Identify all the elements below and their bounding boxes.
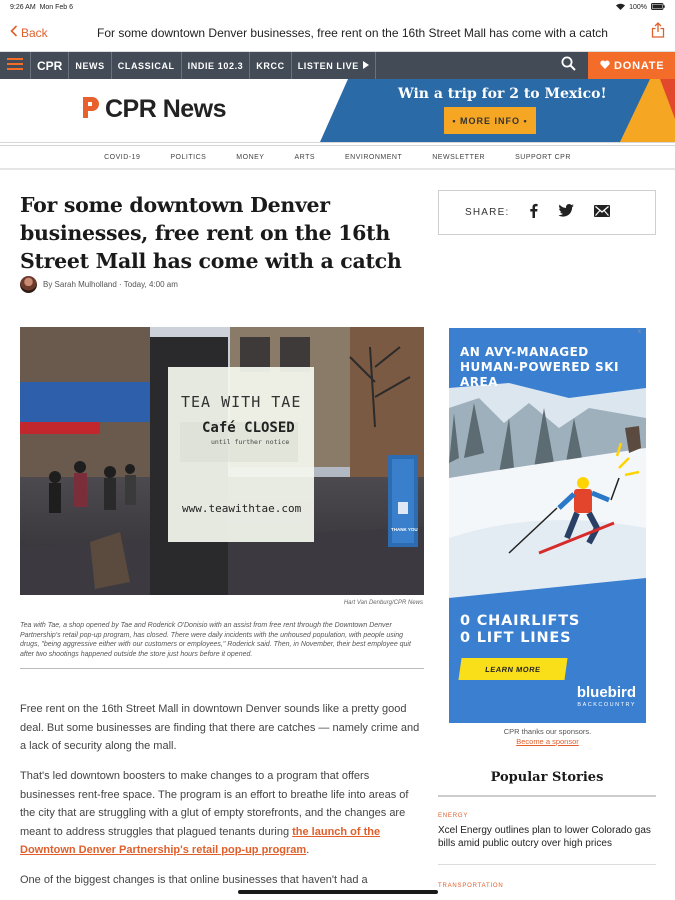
status-right bbox=[616, 3, 665, 12]
section-politics[interactable]: POLITICS bbox=[170, 153, 207, 161]
sign-side-text: THANK YOU bbox=[391, 527, 418, 532]
play-icon bbox=[363, 61, 369, 71]
status-battery: 100% bbox=[629, 3, 647, 11]
chevron-left-icon bbox=[10, 25, 18, 40]
promo-more-info-button[interactable]: • MORE INFO • bbox=[444, 107, 536, 134]
nav-indie[interactable]: INDIE 102.3 bbox=[181, 52, 250, 79]
sign-text-1: TEA WITH TAE bbox=[181, 393, 302, 411]
brand-bar bbox=[0, 79, 675, 143]
become-sponsor-link[interactable]: Become a sponsor bbox=[516, 737, 579, 746]
pop-up-program-link[interactable]: the launch of the Downtown Denver Partnership's retail pop-up program bbox=[20, 825, 381, 856]
nav-listen-live[interactable] bbox=[291, 52, 376, 79]
nav-krcc[interactable]: KRCC bbox=[249, 52, 290, 79]
ad-headline: AN AVY-MANAGED HUMAN-POWERED SKI AREA bbox=[460, 345, 619, 389]
story-kicker[interactable]: TRANSPORTATION bbox=[438, 883, 504, 889]
search-icon bbox=[561, 56, 576, 76]
home-indicator[interactable] bbox=[238, 890, 438, 894]
sign-text-2: Café CLOSED bbox=[202, 420, 295, 436]
share-button[interactable] bbox=[635, 22, 665, 43]
section-money[interactable]: MONEY bbox=[236, 153, 265, 161]
ad-close-icon[interactable]: x bbox=[638, 329, 641, 335]
ad-brand-sub: BACKCOUNTRY bbox=[577, 702, 636, 708]
email-icon[interactable] bbox=[594, 204, 610, 222]
cpr-news-wordmark: CPR News bbox=[105, 95, 227, 123]
search-button[interactable] bbox=[548, 52, 588, 79]
battery-icon bbox=[651, 3, 665, 12]
ad-brand-logo bbox=[577, 686, 636, 712]
article-paragraph-2 bbox=[20, 767, 424, 860]
ad-brand-name: bluebird bbox=[576, 684, 636, 701]
navbar-title: For some downtown Denver businesses, free rent on the 16th Street Mall has come with a catch bbox=[97, 25, 608, 40]
ad-line-2: 0 LIFT LINES bbox=[460, 630, 572, 646]
section-environment[interactable]: ENVIRONMENT bbox=[345, 153, 403, 161]
status-bar bbox=[0, 0, 675, 14]
sidebar-ad[interactable] bbox=[449, 328, 646, 723]
story-divider bbox=[438, 864, 656, 865]
facebook-icon[interactable] bbox=[529, 203, 538, 223]
author-avatar bbox=[20, 276, 37, 293]
menu-button[interactable] bbox=[0, 52, 30, 79]
back-button[interactable] bbox=[10, 25, 70, 40]
article-photo[interactable] bbox=[20, 327, 424, 595]
promo-banner[interactable] bbox=[320, 79, 675, 142]
nav-news[interactable]: NEWS bbox=[68, 52, 110, 79]
photo-caption: Tea with Tae, a shop opened by Tae and Roderick O'Donisio with an assist from free rent through the Downtown Denver Partnership's retail pop-up program, has closed. There were daily incidents with the unhoused population, with people using drugs, "being aggressive either with our customers or employees," Roderick said. Then, in November, their best employee quit after two shootings happened outside the store just hours before it opened. bbox=[20, 621, 424, 669]
section-newsletter[interactable]: NEWSLETTER bbox=[432, 153, 486, 161]
donate-button[interactable] bbox=[588, 52, 675, 79]
listen-live-label: LISTEN LIVE bbox=[297, 60, 359, 71]
ad-learn-more-button[interactable]: LEARN MORE bbox=[458, 658, 567, 680]
byline-text[interactable]: By Sarah Mulholland · Today, 4:00 am bbox=[43, 280, 178, 289]
cpr-logo-icon bbox=[82, 95, 99, 124]
sign-url: www.teawithtae.com bbox=[182, 502, 302, 515]
story-kicker[interactable]: ENERGY bbox=[438, 813, 469, 819]
status-time: 9:26 AM bbox=[10, 3, 36, 11]
back-label: Back bbox=[21, 25, 48, 40]
wifi-icon bbox=[616, 3, 625, 12]
article-paragraph-3: One of the biggest changes is that online businesses that haven't had a bbox=[20, 874, 368, 886]
hamburger-icon bbox=[7, 57, 23, 75]
story-title[interactable]: Xcel Energy outlines plan to lower Colorado gas bills amid public outcry over high prices bbox=[438, 825, 651, 849]
section-arts[interactable]: ARTS bbox=[294, 153, 316, 161]
nav-cpr-home[interactable]: CPR bbox=[30, 52, 68, 79]
sponsor-note bbox=[449, 727, 646, 747]
popular-stories-title: Popular Stories bbox=[438, 770, 656, 797]
paragraph-2-text: That's led downtown boosters to make changes to a program that offers businesses rent-free space. The program is an effort to breathe life into areas of the city that are struggling with a glut of empty storefronts, and the changes are meant to address struggles that plagued tenants during bbox=[20, 770, 409, 838]
share-icon bbox=[651, 22, 665, 43]
cpr-news-logo[interactable] bbox=[82, 95, 226, 124]
sign-text-3: until further notice bbox=[211, 438, 290, 446]
sponsor-text: CPR thanks our sponsors. bbox=[503, 727, 592, 736]
status-date: Mon Feb 6 bbox=[39, 3, 74, 11]
section-support-cpr[interactable]: SUPPORT CPR bbox=[515, 153, 571, 161]
site-top-nav bbox=[0, 52, 675, 79]
donate-label: DONATE bbox=[614, 59, 665, 72]
nav-classical[interactable]: CLASSICAL bbox=[111, 52, 181, 79]
article-byline bbox=[20, 276, 178, 293]
heart-icon bbox=[600, 60, 610, 72]
section-nav bbox=[0, 145, 675, 170]
article-photo-illustration bbox=[20, 327, 424, 595]
share-box bbox=[438, 190, 656, 235]
share-label: SHARE: bbox=[465, 207, 510, 218]
section-covid[interactable]: COVID-19 bbox=[104, 153, 141, 161]
article-paragraph-1: Free rent on the 16th Street Mall in downtown Denver sounds like a pretty good deal. But some businesses are finding that there are catches — namely crime and a lack of security along the mall. bbox=[20, 703, 420, 752]
promo-headline: Win a trip for 2 to Mexico! bbox=[398, 86, 607, 102]
status-left bbox=[10, 4, 73, 11]
article-headline: For some downtown Denver businesses, free rent on the 16th Street Mall has come with a catch bbox=[20, 193, 402, 273]
twitter-icon[interactable] bbox=[558, 204, 574, 222]
photo-credit: Hart Van Denburg/CPR News bbox=[343, 600, 423, 606]
browser-navbar bbox=[0, 14, 675, 52]
ad-line-1: 0 CHAIRLIFTS bbox=[460, 613, 581, 629]
paragraph-2-end: . bbox=[306, 844, 310, 856]
